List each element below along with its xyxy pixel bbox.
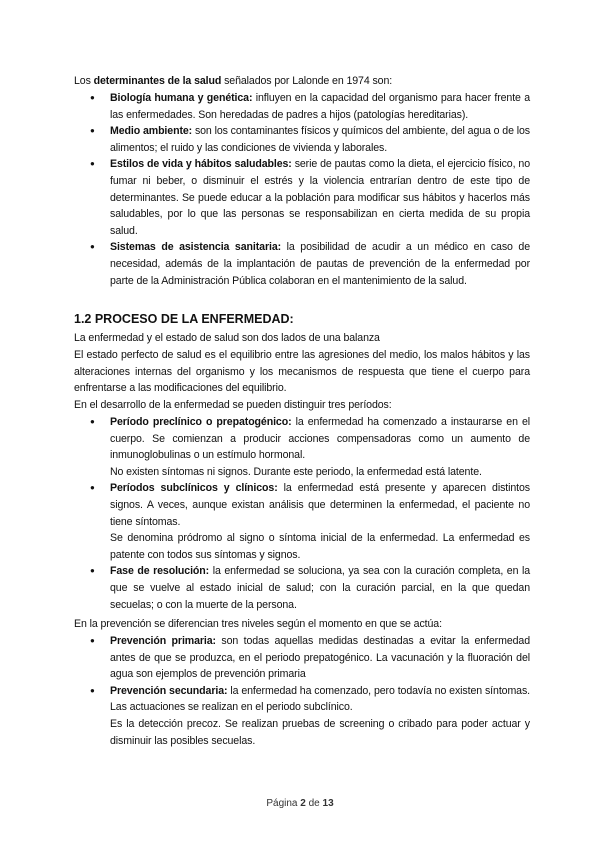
page-footer: Página 2 de 13 [266, 798, 334, 809]
paragraph-periods-intro: En el desarrollo de la enfermedad se pueden distinguir tres períodos: [74, 399, 392, 411]
list-item: ● Sistemas de asistencia sanitaria: la posibilidad de acudir a un médico en caso de necesidad, además de la implantación de pautas de prevención de la enfermedad por parte de la Administración Pública colaboran en el mantenimiento de la salud. [90, 239, 530, 289]
paragraph-prevention-intro: En la prevención se diferencian tres niveles según el momento en que se actúa: [74, 618, 442, 630]
list-item: ● Prevención secundaria: la enfermedad ha comenzado, pero todavía no existen síntomas. Las actuaciones se realizan en el periodo subclínico. Es la detección precoz. Se realizan pruebas de screening o cribado para poder actuar y disminuir las posibles secuelas. [90, 683, 530, 749]
paragraph-equilibrium: El estado perfecto de salud es el equilibrio entre las agresiones del medio, los malos hábitos y las alteraciones internas del organismo y los mecanismos de respuesta que tiene el cuerpo para enfrentarse a las modificaciones del equilibrio. [74, 349, 530, 395]
prevencion-list [90, 633, 530, 749]
list-item: ● Medio ambiente: son los contaminantes físicos y químicos del ambiente, del agua o de los alimentos; el ruido y las condiciones de vivienda y laborales. [90, 123, 530, 156]
list-item: ● Estilos de vida y hábitos saludables: serie de pautas como la dieta, el ejercicio físico, no fumar ni beber, o disminuir el estrés y la violencia entrarían dentro de este tipo de determinantes. Se puede educar a la población para modificar sus hábitos y hacerlos más saludables, por lo que las personas se responsabilizan en cierta medida de su propia salud. [90, 156, 530, 239]
list-item: ● Períodos subclínicos y clínicos: la enfermedad está presente y aparecen distintos signos. A veces, aunque existan análisis que determinen la enfermedad, el paciente no tiene síntomas. Se denomina pródromo al signo o síntoma inicial de la enfermedad. La enfermedad es patente con todos sus síntomas y signos. [90, 480, 530, 563]
periodos-list [90, 414, 530, 613]
paragraph-balance: La enfermedad y el estado de salud son dos lados de una balanza [74, 332, 380, 344]
determinantes-list [90, 90, 530, 289]
intro-paragraph: Los determinantes de la salud señalados por Lalonde en 1974 son: [74, 75, 393, 87]
list-item: ● Fase de resolución: la enfermedad se soluciona, ya sea con la curación completa, en la que se vuelve al estado inicial de salud; con la curación parcial, en la que quedan secuelas; o con la muerte de la persona. [90, 563, 530, 613]
list-item: ● Período preclínico o prepatogénico: la enfermedad ha comenzado a instaurarse en el cuerpo. Se comienzan a producir acciones compensadoras como un aumento de inmunoglobulinas o un estímulo hormonal. No existen síntomas ni signos. Durante este periodo, la enfermedad está latente. [90, 414, 530, 480]
list-item: ● Biología humana y genética: influyen en la capacidad del organismo para hacer frente a las enfermedades. Son heredadas de padres a hijos (patologías hereditarias). [90, 90, 530, 123]
list-item: ● Prevención primaria: son todas aquellas medidas destinadas a evitar la enfermedad antes de que se produzca, en el periodo prepatogénico. La vacunación y la fluoración del agua son ejemplos de prevención primaria [90, 633, 530, 683]
section-title: 1.2 PROCESO DE LA ENFERMEDAD: [74, 312, 294, 326]
